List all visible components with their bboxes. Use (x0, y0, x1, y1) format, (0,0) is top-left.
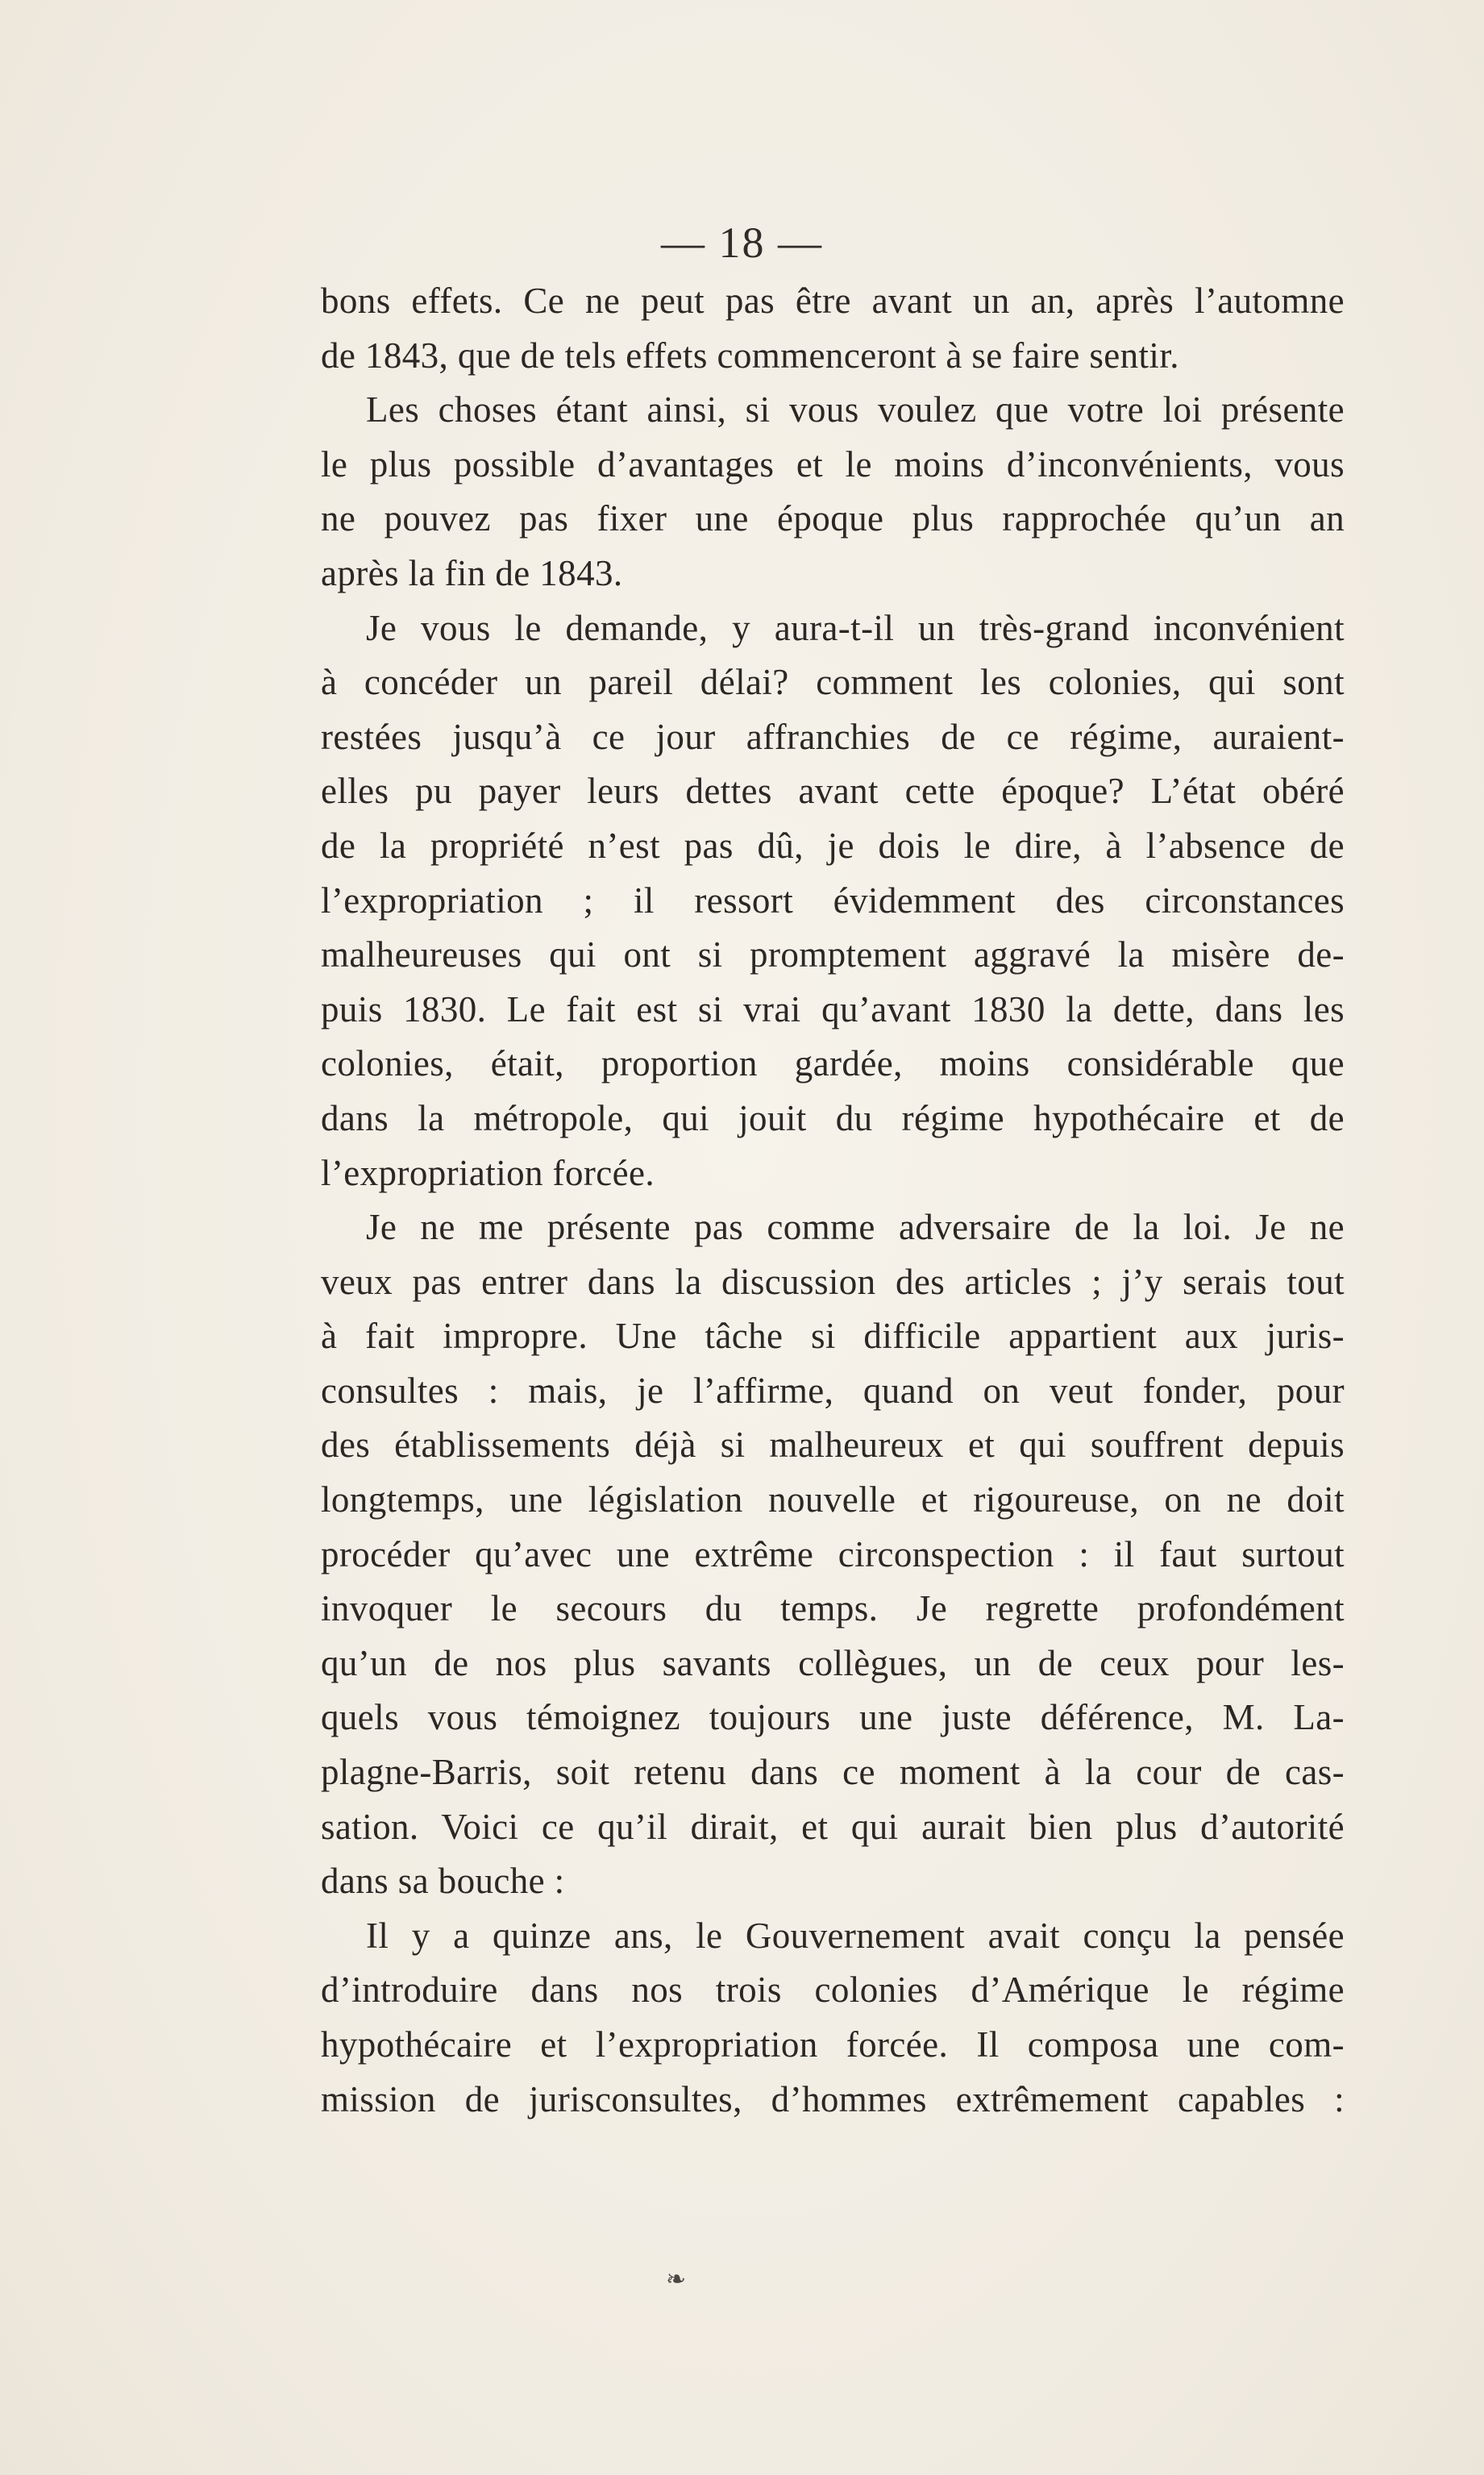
text-line: d’introduire dans nos trois colonies d’Amérique le régime (321, 1970, 1345, 2011)
text-line: dans sa bouche : (321, 1861, 565, 1902)
text-line: invoquer le secours du temps. Je regrette profondément (321, 1588, 1345, 1629)
text-line: quels vous témoignez toujours une juste déférence, M. La- (321, 1697, 1345, 1738)
text-line: sation. Voici ce qu’il dirait, et qui aurait bien plus d’autorité (321, 1806, 1345, 1847)
printer-ornament-icon: ❧ (666, 2266, 687, 2293)
text-line: malheureuses qui ont si promptement aggravé la misère de- (321, 934, 1345, 975)
text-line: procéder qu’avec une extrême circonspection : il faut surtout (321, 1533, 1345, 1574)
text-line: colonies, était, proportion gardée, moins considérable que (321, 1043, 1345, 1084)
text-line: l’expropriation forcée. (321, 1152, 655, 1193)
text-line: le plus possible d’avantages et le moins d’inconvénients, vous (321, 443, 1345, 485)
paragraph-start-line: Je vous le demande, y aura-t-il un très-grand inconvénient (366, 607, 1345, 648)
text-line: à concéder un pareil délai? comment les colonies, qui sont (321, 662, 1345, 703)
text-line: restées jusqu’à ce jour affranchies de ce régime, auraient- (321, 716, 1345, 757)
text-line: de la propriété n’est pas dû, je dois le dire, à l’absence de (321, 825, 1345, 866)
text-line: ne pouvez pas fixer une époque plus rapprochée qu’un an (321, 498, 1345, 539)
text-line: hypothécaire et l’expropriation forcée. Il composa une com- (321, 2024, 1345, 2065)
text-line: elles pu payer leurs dettes avant cette époque? L’état obéré (321, 771, 1345, 812)
text-line: des établissements déjà si malheureux et qui souffrent depuis (321, 1425, 1345, 1466)
paragraph-start-line: Les choses étant ainsi, si vous voulez que votre loi présente (366, 389, 1345, 431)
text-line: qu’un de nos plus savants collègues, un de ceux pour les- (321, 1642, 1345, 1683)
text-line: veux pas entrer dans la discussion des articles ; j’y serais tout (321, 1261, 1345, 1302)
text-line: l’expropriation ; il ressort évidemment des circonstances (321, 880, 1345, 921)
text-line: puis 1830. Le fait est si vrai qu’avant 1830 la dette, dans les (321, 988, 1345, 1030)
text-line: de 1843, que de tels effets commenceront à se faire sentir. (321, 335, 1179, 376)
text-line: consultes : mais, je l’affirme, quand on veut fonder, pour (321, 1370, 1345, 1411)
text-line: dans la métropole, qui jouit du régime hypothécaire et de (321, 1097, 1345, 1138)
text-line: après la fin de 1843. (321, 552, 623, 593)
paragraph-start-line: Je ne me présente pas comme adversaire de la loi. Je ne (366, 1207, 1345, 1248)
paragraph-start-line: Il y a quinze ans, le Gouvernement avait conçu la pensée (366, 1915, 1345, 1956)
text-line: à fait impropre. Une tâche si difficile appartient aux juris- (321, 1316, 1345, 1357)
page-number: — 18 — (661, 218, 823, 267)
body-text (321, 274, 1345, 2127)
text-line: plagne-Barris, soit retenu dans ce moment à la cour de cas- (321, 1752, 1345, 1793)
text-line: longtemps, une législation nouvelle et rigoureuse, on ne doit (321, 1479, 1345, 1520)
text-line: mission de jurisconsultes, d’hommes extrêmement capables : (321, 2078, 1345, 2119)
text-line: bons effets. Ce ne peut pas être avant un an, après l’automne (321, 281, 1345, 321)
